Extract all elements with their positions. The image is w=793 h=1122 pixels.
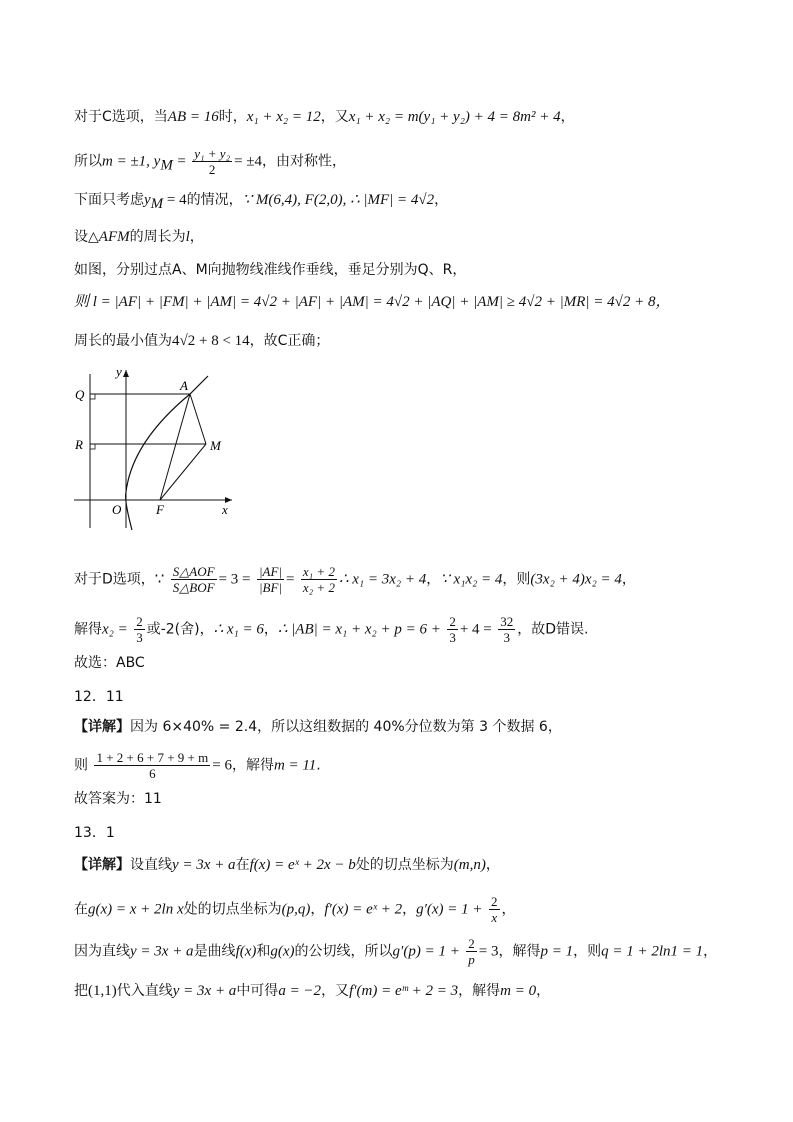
- math-eq: = 6: [212, 757, 232, 774]
- text: 所以: [74, 153, 102, 170]
- fraction: [447, 614, 458, 645]
- text: ，则: [502, 571, 531, 588]
- math-pq: (p,q): [281, 901, 311, 918]
- q12-answer: 故答案为：11: [74, 791, 162, 807]
- text: 因为直线: [74, 943, 130, 960]
- math-line: y = 3x + a: [172, 983, 237, 999]
- math-g: g(x) = x + 2ln x: [88, 901, 184, 918]
- math-eq: =: [285, 571, 295, 588]
- math-mn: (m,n): [453, 857, 486, 873]
- math-a: a = −2: [278, 983, 322, 999]
- math-gp: g′(p) = 1 +: [392, 943, 460, 960]
- parabola-curve: [126, 376, 208, 530]
- text: ，故C正确；: [249, 333, 330, 349]
- text: 的周长为: [129, 229, 186, 245]
- math-plus: + 4 =: [459, 621, 492, 638]
- math-y: y: [144, 192, 151, 208]
- detail-tag: 【详解】: [74, 719, 130, 735]
- math-eq: = 3 =: [218, 571, 251, 588]
- numerator: |AF|: [258, 564, 282, 579]
- numerator: 2: [136, 614, 143, 629]
- numerator: 1 + 2 + 6 + 7 + 9 + m: [96, 750, 209, 765]
- math-line: y = 3x + a: [172, 857, 236, 873]
- math-expr: 4√2 + 8 < 14: [172, 333, 250, 349]
- text: ，解得: [231, 757, 274, 774]
- q13-line-3: [74, 936, 717, 967]
- y-label: y: [116, 364, 122, 379]
- text: 周长的最小值为: [74, 333, 172, 349]
- x-label: x: [222, 502, 228, 517]
- label-q: Q: [75, 387, 85, 402]
- text: 下面只考虑: [74, 192, 144, 208]
- math-prod: ∵ x₁x₂ = 4: [440, 571, 503, 588]
- text: ，: [501, 901, 516, 918]
- denominator: x: [491, 910, 498, 925]
- denominator: 2: [208, 162, 216, 177]
- q12-heading: 12．11: [74, 689, 124, 705]
- y-axis-arrow: [123, 370, 129, 377]
- text: 或-2(舍)，: [146, 621, 214, 638]
- denominator: x₂ + 2: [302, 580, 335, 595]
- math-because: ∵: [154, 571, 165, 588]
- text: ，由对称性，: [262, 153, 347, 170]
- label-m: M: [210, 438, 221, 453]
- text: 在: [235, 857, 250, 873]
- text: 因为 6×40% = 2.4，所以这组数据的 40%分位数为第 3 个数据 6，: [130, 719, 562, 735]
- parabola-figure: [70, 362, 240, 532]
- q13-line-2: [74, 894, 516, 925]
- math-expr: ∵ M(6,4), F(2,0), ∴ |MF| = 4√2: [242, 192, 435, 208]
- math-eq: = 3: [478, 943, 499, 960]
- opt-c-line-3: [74, 189, 448, 211]
- text: ，: [703, 943, 718, 960]
- text: ，: [485, 857, 500, 873]
- numerator: 2: [468, 936, 475, 951]
- text: 处的切点坐标为: [355, 857, 454, 873]
- math-x2: x₂ =: [102, 621, 128, 638]
- math-g: g(x): [270, 943, 295, 960]
- text: .: [316, 757, 321, 774]
- math-m: m = 0: [500, 983, 537, 999]
- opt-c-line-2: [74, 146, 346, 177]
- label-f: F: [156, 502, 164, 517]
- denominator: |BF|: [258, 580, 282, 595]
- fraction: [192, 146, 232, 177]
- math-ab: AB = 16: [167, 109, 219, 125]
- text: 解得: [74, 621, 102, 638]
- q13-heading: 13．1: [74, 825, 115, 841]
- text: ，则: [573, 943, 602, 960]
- denominator: 3: [449, 630, 456, 645]
- text: ，解得: [498, 943, 541, 960]
- opt-c-line-6: 则 l = |AF| + |FM| + |AM| = 4√2 + |AF| + |AM| = 4√2 + |AQ| + |AM| ≥ 4√2 + |MR| = 4√2 + 8，: [74, 294, 671, 310]
- label-a: A: [180, 378, 188, 393]
- text: 时，: [218, 109, 247, 125]
- text: ，: [434, 192, 449, 208]
- math-f: f(x) = eˣ + 2x − b: [249, 857, 356, 873]
- q13-line-1: [74, 854, 500, 876]
- segment-af: [160, 394, 190, 500]
- numerator: x₁ + 2: [302, 564, 335, 579]
- math-expr: x₁ + x₂ = m(y₁ + y₂) + 4 = 8m² + 4: [348, 109, 561, 125]
- text: ，: [402, 901, 417, 918]
- math-f: f(x): [235, 943, 257, 960]
- fraction: [134, 614, 145, 645]
- text: ，: [621, 571, 636, 588]
- text: ，: [560, 109, 575, 125]
- text: 对于D选项，: [74, 571, 155, 588]
- fraction: [498, 614, 515, 645]
- math-line: y = 3x + a: [130, 943, 194, 960]
- math-res: = ±4: [234, 153, 263, 170]
- text: 是曲线: [193, 943, 236, 960]
- math-afm: AFM: [98, 229, 130, 245]
- numerator: 2: [491, 894, 498, 909]
- fraction: [489, 894, 500, 925]
- text: ，: [426, 571, 441, 588]
- numerator: 32: [500, 614, 514, 629]
- math-eq3: (3x₂ + 4)x₂ = 4: [530, 571, 622, 588]
- text: ，: [263, 621, 278, 638]
- denominator: 6: [149, 766, 156, 781]
- segment-am: [190, 394, 206, 444]
- right-angle-q: [90, 394, 95, 399]
- right-angle-r: [90, 444, 95, 449]
- math-l: l: [185, 229, 190, 245]
- text: 中可得: [236, 983, 279, 999]
- denominator: 3: [503, 630, 510, 645]
- math-fp: f′(m) = eᵐ + 2 = 3: [349, 983, 459, 999]
- math-x1: ∴ x₁ = 6: [213, 621, 264, 638]
- label-o: O: [112, 502, 122, 517]
- opt-d-line-2: [74, 614, 588, 645]
- q12-line-2: [74, 750, 321, 781]
- fraction-dist: [257, 564, 284, 595]
- text: 对于C选项，当: [74, 109, 168, 125]
- fraction: [466, 936, 477, 967]
- math-pt: (1,1): [88, 983, 117, 999]
- fraction-x: [301, 564, 337, 595]
- opt-d-line-1: [74, 564, 636, 595]
- q12-line-1: [74, 716, 562, 738]
- fraction-area: [171, 564, 217, 595]
- math-res: ∴ x₁ = 3x₂ + 4: [338, 571, 427, 588]
- numerator: S△AOF: [172, 564, 215, 579]
- math-sum: x₁ + x₂ = 12: [246, 109, 321, 125]
- text: 在: [74, 901, 88, 918]
- math-q: q = 1 + 2ln1 = 1: [601, 943, 704, 960]
- math-fp: f′(x) = eˣ + 2: [324, 901, 403, 918]
- text: ，故D错误.: [517, 621, 589, 638]
- denominator: 3: [136, 630, 143, 645]
- answer-11: 故选：ABC: [74, 655, 145, 671]
- opt-c-line-5: 如图，分别过点A、M向抛物线准线作垂线，垂足分别为Q、R，: [74, 262, 467, 278]
- text: 的情况，: [186, 192, 243, 208]
- opt-c-line-7: [74, 330, 329, 352]
- text: 设直线: [130, 857, 172, 873]
- numerator: 2: [449, 614, 456, 629]
- opt-c-line-1: [74, 106, 575, 128]
- text: 处的切点坐标为: [183, 901, 282, 918]
- math-m: m = 11: [273, 757, 317, 774]
- text: ，: [189, 229, 204, 245]
- detail-tag: 【详解】: [74, 857, 130, 873]
- segment-mf: [160, 444, 206, 500]
- math-gp: g′(x) = 1 +: [416, 901, 483, 918]
- text: 代入直线: [116, 983, 173, 999]
- text: 设△: [74, 229, 99, 245]
- denominator: p: [468, 952, 475, 967]
- q13-line-4: [74, 980, 550, 1002]
- math-eq: =: [177, 153, 186, 170]
- text: 把: [74, 983, 88, 999]
- text: 和: [256, 943, 271, 960]
- math-m: m = ±1, y: [102, 153, 161, 170]
- math-val: = 4: [163, 192, 187, 208]
- numerator: y₁ + y₂: [194, 146, 231, 161]
- math-ab: ∴ |AB| = x₁ + x₂ + p = 6 +: [277, 621, 441, 638]
- fraction: [94, 750, 210, 781]
- denominator: S△BOF: [172, 580, 215, 595]
- opt-c-line-4: [74, 226, 204, 248]
- math-sub: M: [150, 195, 164, 212]
- text: ，又: [320, 109, 349, 125]
- text: ，: [310, 901, 325, 918]
- text: ，又: [321, 983, 350, 999]
- math-p: p = 1: [540, 943, 574, 960]
- math-sub: M: [160, 157, 173, 174]
- label-r: R: [75, 437, 83, 452]
- text: ，: [536, 983, 551, 999]
- text: ，解得: [458, 983, 501, 999]
- text: 的公切线，所以: [294, 943, 393, 960]
- text: 则: [74, 757, 88, 774]
